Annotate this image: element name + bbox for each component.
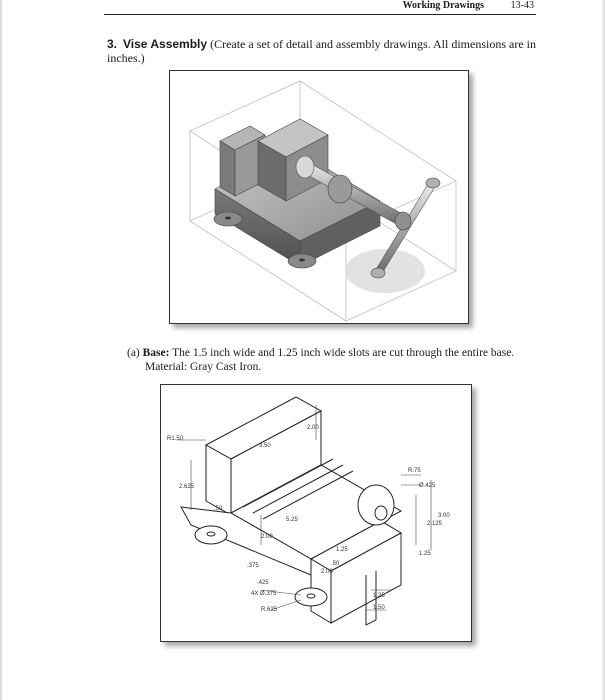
dim-r75: R.75 <box>408 468 421 474</box>
dim-r625: R.625 <box>261 607 278 613</box>
part-a-label: (a) <box>127 347 140 359</box>
dim-2125: 2.125 <box>427 521 443 527</box>
dim-125-c: 1.25 <box>373 593 385 599</box>
dim-200: 2.00 <box>261 534 273 540</box>
problem-name: Vise Assembly <box>123 37 208 51</box>
dim-150: 1.50 <box>373 605 385 611</box>
base-drawing-figure <box>160 384 472 642</box>
part-a-name: Base: <box>142 347 170 359</box>
problem-description: (Create a set of detail and assembly drawings. All dimensions are in inches.) <box>107 37 536 65</box>
dim-375: .375 <box>247 563 259 569</box>
base-dimensioned-drawing <box>161 385 471 641</box>
problem-statement <box>107 37 537 65</box>
dim-200-top: 2.00 <box>307 425 319 431</box>
vise-assembly-figure <box>169 70 469 324</box>
dim-050-b: .50 <box>331 561 340 567</box>
dim-425: .425 <box>257 580 269 586</box>
header-page-number: 13-43 <box>510 0 534 11</box>
dim-dia425: Ø.425 <box>419 483 436 489</box>
dim-300: 3.00 <box>438 513 450 519</box>
problem-number: 3. <box>107 37 118 51</box>
dim-525: 5.25 <box>286 517 298 523</box>
page-edge-left <box>0 0 3 700</box>
page-edge-right <box>601 0 605 700</box>
part-a-description <box>127 346 547 374</box>
header-title: Working Drawings <box>402 0 484 11</box>
part-a-material: Material: Gray Cast Iron. <box>145 361 262 373</box>
running-header <box>104 0 536 15</box>
dim-125-a: 1.25 <box>336 547 348 553</box>
dim-hole-4x: 4X Ø.375 <box>251 591 277 597</box>
dim-200-b: 2.00 <box>321 569 333 575</box>
dim-r150: R1.50 <box>167 436 184 442</box>
dim-125-b: 1.25 <box>419 551 431 557</box>
vise-assembly-illustration <box>170 71 468 323</box>
dim-2625: 2.625 <box>179 484 195 490</box>
part-a-text: The 1.5 inch wide and 1.25 inch wide slots are cut through the entire base. <box>172 347 515 359</box>
dim-350: 3.50 <box>259 443 271 449</box>
dim-050: .50 <box>214 506 223 512</box>
